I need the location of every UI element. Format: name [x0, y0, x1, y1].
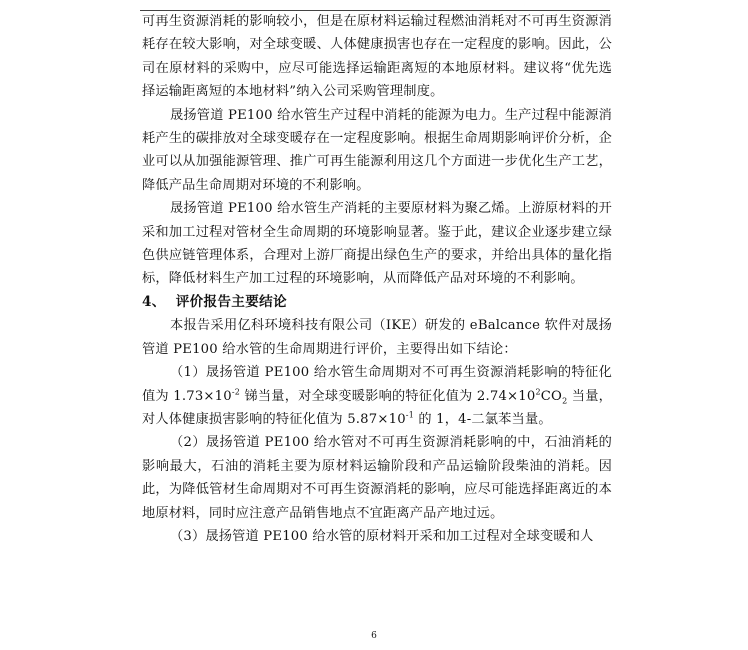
conclusion-1-mid-1: 锑当量，对全球变暖影响的特征化值为 [240, 388, 477, 404]
paragraph-conclusion-1 [142, 361, 612, 431]
paragraph-polyethylene-material: 晟扬管道 PE100 给水管生产消耗的主要原材料为聚乙烯。上游原材料的开采和加工过程对管材全生命周期的环境影响显著。鉴于此，建议企业逐步建立绿色供应链管理体系，合理对上游厂商提出绿色生产的要求，并给出具体的量化指标，降低材料生产加工过程的环境影响，从而降低产品对环境的不利影响。 [142, 201, 612, 287]
value-resource-exponent: -2 [231, 387, 241, 397]
value-health-base: 5.87×10 [347, 411, 406, 427]
paragraph-raw-material-transport: 可再生资源消耗的影响较小，但是在原材料运输过程燃油消耗对不可再生资源消耗存在较大影响，对全球变暖、人体健康损害也存在一定程度的影响。因此，公司在原材料的采购中，应尽可能选择运输距离短的本地原材料。建议将“优先选择运输距离短的本地材料”纳入公司采购管理制度。 [142, 14, 612, 100]
value-warming-unit-subscript: 2 [562, 396, 568, 406]
value-warming-base: 2.74×10 [476, 388, 536, 404]
value-warming-unit: CO [540, 388, 563, 404]
conclusion-1-suffix: 的 1，4-二氯苯当量。 [414, 411, 552, 427]
section-number: 4、 [142, 293, 166, 310]
paragraph-conclusion-2: （2）晟扬管道 PE100 给水管对不可再生资源消耗影响的中，石油消耗的影响最大，石油的消耗主要为原材料运输阶段和产品运输阶段柴油的消耗。因此，为降低管材生命周期对不可再生资源消耗的影响，应尽可能选择距离近的本地原材料，同时应注意产品销售地点不宜距离产品产地过远。 [142, 435, 612, 521]
page-number: 6 [371, 631, 377, 641]
value-resource-base: 1.73×10 [173, 388, 232, 404]
section-title: 评价报告主要结论 [175, 293, 287, 310]
document-body [142, 10, 612, 548]
section-heading [142, 291, 612, 314]
conclusion-1-mid-2: 当量，对人体健康损害影响的特征化值为 [142, 388, 613, 427]
conclusion-1-prefix: （1）晟扬管道 PE100 给水管生命周期对不可再生资源消耗影响的特征化值为 [142, 365, 612, 404]
value-warming-exponent: 2 [535, 387, 541, 397]
paragraph-energy-consumption: 晟扬管道 PE100 给水管生产过程中消耗的能源为电力。生产过程中能源消耗产生的碳排放对全球变暖存在一定程度影响。根据生命周期影响评价分析，企业可以从加强能源管理、推广可再生能源利用这几个方面进一步优化生产工艺，降低产品生命周期对环境的不利影响。 [142, 107, 612, 193]
value-health-exponent: -1 [405, 410, 414, 420]
paragraph-intro: 本报告采用亿科环境科技有限公司（IKE）研发的 eBalcance 软件对晟扬管道 PE100 给水管的生命周期进行评价，主要得出如下结论： [142, 318, 612, 357]
paragraph-conclusion-3: （3）晟扬管道 PE100 给水管的原材料开采和加工过程对全球变暖和人 [170, 528, 594, 544]
